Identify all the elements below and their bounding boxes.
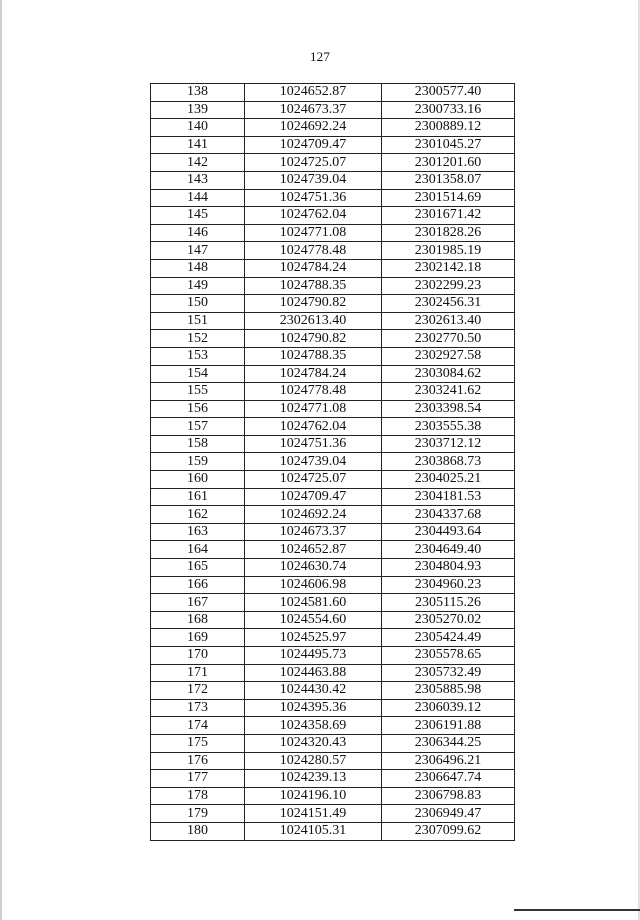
x-coordinate-cell: 1024725.07 — [245, 471, 382, 489]
y-coordinate-cell: 2306949.47 — [382, 805, 515, 823]
x-coordinate-cell: 1024771.08 — [245, 224, 382, 242]
table-row — [151, 664, 515, 682]
y-coordinate-cell: 2301828.26 — [382, 224, 515, 242]
point-number-cell: 141 — [151, 136, 245, 154]
scan-corner-mark — [514, 909, 640, 911]
point-number-cell: 157 — [151, 418, 245, 436]
point-number-cell: 144 — [151, 189, 245, 207]
y-coordinate-cell: 2306798.83 — [382, 787, 515, 805]
y-coordinate-cell: 2304960.23 — [382, 576, 515, 594]
table-row — [151, 259, 515, 277]
x-coordinate-cell: 1024196.10 — [245, 787, 382, 805]
x-coordinate-cell: 1024762.04 — [245, 207, 382, 225]
y-coordinate-cell: 2303241.62 — [382, 383, 515, 401]
y-coordinate-cell: 2303398.54 — [382, 400, 515, 418]
y-coordinate-cell: 2302456.31 — [382, 295, 515, 313]
x-coordinate-cell: 1024790.82 — [245, 330, 382, 348]
y-coordinate-cell: 2304493.64 — [382, 523, 515, 541]
point-number-cell: 147 — [151, 242, 245, 260]
y-coordinate-cell: 2304649.40 — [382, 541, 515, 559]
point-number-cell: 180 — [151, 822, 245, 840]
table-row — [151, 365, 515, 383]
table-row — [151, 752, 515, 770]
y-coordinate-cell: 2303868.73 — [382, 453, 515, 471]
point-number-cell: 156 — [151, 400, 245, 418]
x-coordinate-cell: 1024788.35 — [245, 277, 382, 295]
point-number-cell: 159 — [151, 453, 245, 471]
point-number-cell: 169 — [151, 629, 245, 647]
x-coordinate-cell: 1024784.24 — [245, 259, 382, 277]
y-coordinate-cell: 2305270.02 — [382, 611, 515, 629]
table-row — [151, 312, 515, 330]
point-number-cell: 175 — [151, 734, 245, 752]
point-number-cell: 140 — [151, 119, 245, 137]
y-coordinate-cell: 2307099.62 — [382, 822, 515, 840]
table-row — [151, 84, 515, 102]
x-coordinate-cell: 1024358.69 — [245, 717, 382, 735]
point-number-cell: 174 — [151, 717, 245, 735]
y-coordinate-cell: 2302927.58 — [382, 347, 515, 365]
x-coordinate-cell: 1024606.98 — [245, 576, 382, 594]
point-number-cell: 158 — [151, 435, 245, 453]
table-row — [151, 699, 515, 717]
x-coordinate-cell: 1024239.13 — [245, 770, 382, 788]
table-row — [151, 717, 515, 735]
y-coordinate-cell: 2306344.25 — [382, 734, 515, 752]
x-coordinate-cell: 1024395.36 — [245, 699, 382, 717]
y-coordinate-cell: 2302613.40 — [382, 312, 515, 330]
x-coordinate-cell: 1024430.42 — [245, 682, 382, 700]
point-number-cell: 138 — [151, 84, 245, 102]
x-coordinate-cell: 1024739.04 — [245, 453, 382, 471]
point-number-cell: 152 — [151, 330, 245, 348]
x-coordinate-cell: 1024673.37 — [245, 101, 382, 119]
y-coordinate-cell: 2301985.19 — [382, 242, 515, 260]
table-row — [151, 242, 515, 260]
x-coordinate-cell: 1024525.97 — [245, 629, 382, 647]
table-row — [151, 734, 515, 752]
table-row — [151, 541, 515, 559]
coordinates-table-body — [151, 84, 515, 841]
point-number-cell: 155 — [151, 383, 245, 401]
point-number-cell: 143 — [151, 171, 245, 189]
point-number-cell: 145 — [151, 207, 245, 225]
point-number-cell: 160 — [151, 471, 245, 489]
y-coordinate-cell: 2306039.12 — [382, 699, 515, 717]
x-coordinate-cell: 1024630.74 — [245, 559, 382, 577]
point-number-cell: 146 — [151, 224, 245, 242]
table-row — [151, 119, 515, 137]
table-row — [151, 154, 515, 172]
table-row — [151, 383, 515, 401]
table-row — [151, 277, 515, 295]
y-coordinate-cell: 2305885.98 — [382, 682, 515, 700]
x-coordinate-cell: 2302613.40 — [245, 312, 382, 330]
y-coordinate-cell: 2306647.74 — [382, 770, 515, 788]
point-number-cell: 164 — [151, 541, 245, 559]
x-coordinate-cell: 1024778.48 — [245, 383, 382, 401]
y-coordinate-cell: 2305578.65 — [382, 647, 515, 665]
x-coordinate-cell: 1024692.24 — [245, 506, 382, 524]
y-coordinate-cell: 2301514.69 — [382, 189, 515, 207]
x-coordinate-cell: 1024739.04 — [245, 171, 382, 189]
x-coordinate-cell: 1024554.60 — [245, 611, 382, 629]
point-number-cell: 166 — [151, 576, 245, 594]
y-coordinate-cell: 2304181.53 — [382, 488, 515, 506]
table-row — [151, 136, 515, 154]
x-coordinate-cell: 1024652.87 — [245, 84, 382, 102]
point-number-cell: 178 — [151, 787, 245, 805]
table-row — [151, 559, 515, 577]
x-coordinate-cell: 1024463.88 — [245, 664, 382, 682]
y-coordinate-cell: 2301358.07 — [382, 171, 515, 189]
x-coordinate-cell: 1024788.35 — [245, 347, 382, 365]
point-number-cell: 151 — [151, 312, 245, 330]
table-row — [151, 101, 515, 119]
table-row — [151, 682, 515, 700]
x-coordinate-cell: 1024320.43 — [245, 734, 382, 752]
table-row — [151, 506, 515, 524]
y-coordinate-cell: 2302770.50 — [382, 330, 515, 348]
y-coordinate-cell: 2303084.62 — [382, 365, 515, 383]
x-coordinate-cell: 1024762.04 — [245, 418, 382, 436]
y-coordinate-cell: 2305115.26 — [382, 594, 515, 612]
point-number-cell: 171 — [151, 664, 245, 682]
coordinates-table — [150, 83, 515, 841]
point-number-cell: 168 — [151, 611, 245, 629]
table-row — [151, 330, 515, 348]
x-coordinate-cell: 1024725.07 — [245, 154, 382, 172]
x-coordinate-cell: 1024581.60 — [245, 594, 382, 612]
table-row — [151, 523, 515, 541]
x-coordinate-cell: 1024151.49 — [245, 805, 382, 823]
y-coordinate-cell: 2303555.38 — [382, 418, 515, 436]
table-row — [151, 189, 515, 207]
table-row — [151, 488, 515, 506]
y-coordinate-cell: 2301671.42 — [382, 207, 515, 225]
table-row — [151, 435, 515, 453]
point-number-cell: 154 — [151, 365, 245, 383]
x-coordinate-cell: 1024692.24 — [245, 119, 382, 137]
point-number-cell: 142 — [151, 154, 245, 172]
x-coordinate-cell: 1024495.73 — [245, 647, 382, 665]
table-row — [151, 787, 515, 805]
point-number-cell: 173 — [151, 699, 245, 717]
table-row — [151, 822, 515, 840]
table-row — [151, 471, 515, 489]
x-coordinate-cell: 1024778.48 — [245, 242, 382, 260]
table-row — [151, 594, 515, 612]
table-row — [151, 400, 515, 418]
x-coordinate-cell: 1024771.08 — [245, 400, 382, 418]
x-coordinate-cell: 1024673.37 — [245, 523, 382, 541]
point-number-cell: 162 — [151, 506, 245, 524]
y-coordinate-cell: 2306496.21 — [382, 752, 515, 770]
y-coordinate-cell: 2300577.40 — [382, 84, 515, 102]
y-coordinate-cell: 2301201.60 — [382, 154, 515, 172]
table-row — [151, 576, 515, 594]
y-coordinate-cell: 2300733.16 — [382, 101, 515, 119]
x-coordinate-cell: 1024105.31 — [245, 822, 382, 840]
point-number-cell: 177 — [151, 770, 245, 788]
y-coordinate-cell: 2302142.18 — [382, 259, 515, 277]
point-number-cell: 176 — [151, 752, 245, 770]
table-row — [151, 347, 515, 365]
x-coordinate-cell: 1024709.47 — [245, 136, 382, 154]
y-coordinate-cell: 2304025.21 — [382, 471, 515, 489]
y-coordinate-cell: 2303712.12 — [382, 435, 515, 453]
table-row — [151, 647, 515, 665]
point-number-cell: 163 — [151, 523, 245, 541]
point-number-cell: 172 — [151, 682, 245, 700]
table-row — [151, 805, 515, 823]
y-coordinate-cell: 2304804.93 — [382, 559, 515, 577]
point-number-cell: 161 — [151, 488, 245, 506]
x-coordinate-cell: 1024751.36 — [245, 189, 382, 207]
table-row — [151, 770, 515, 788]
y-coordinate-cell: 2305424.49 — [382, 629, 515, 647]
table-row — [151, 611, 515, 629]
x-coordinate-cell: 1024652.87 — [245, 541, 382, 559]
x-coordinate-cell: 1024751.36 — [245, 435, 382, 453]
table-row — [151, 629, 515, 647]
y-coordinate-cell: 2300889.12 — [382, 119, 515, 137]
point-number-cell: 139 — [151, 101, 245, 119]
y-coordinate-cell: 2304337.68 — [382, 506, 515, 524]
scan-edge-left — [0, 0, 2, 920]
point-number-cell: 179 — [151, 805, 245, 823]
y-coordinate-cell: 2305732.49 — [382, 664, 515, 682]
x-coordinate-cell: 1024709.47 — [245, 488, 382, 506]
x-coordinate-cell: 1024790.82 — [245, 295, 382, 313]
y-coordinate-cell: 2301045.27 — [382, 136, 515, 154]
point-number-cell: 149 — [151, 277, 245, 295]
table-row — [151, 418, 515, 436]
page-number: 127 — [309, 49, 331, 64]
y-coordinate-cell: 2302299.23 — [382, 277, 515, 295]
table-row — [151, 171, 515, 189]
x-coordinate-cell: 1024784.24 — [245, 365, 382, 383]
table-row — [151, 453, 515, 471]
point-number-cell: 153 — [151, 347, 245, 365]
point-number-cell: 150 — [151, 295, 245, 313]
point-number-cell: 170 — [151, 647, 245, 665]
table-row — [151, 224, 515, 242]
y-coordinate-cell: 2306191.88 — [382, 717, 515, 735]
table-row — [151, 295, 515, 313]
x-coordinate-cell: 1024280.57 — [245, 752, 382, 770]
table-row — [151, 207, 515, 225]
point-number-cell: 167 — [151, 594, 245, 612]
point-number-cell: 165 — [151, 559, 245, 577]
point-number-cell: 148 — [151, 259, 245, 277]
